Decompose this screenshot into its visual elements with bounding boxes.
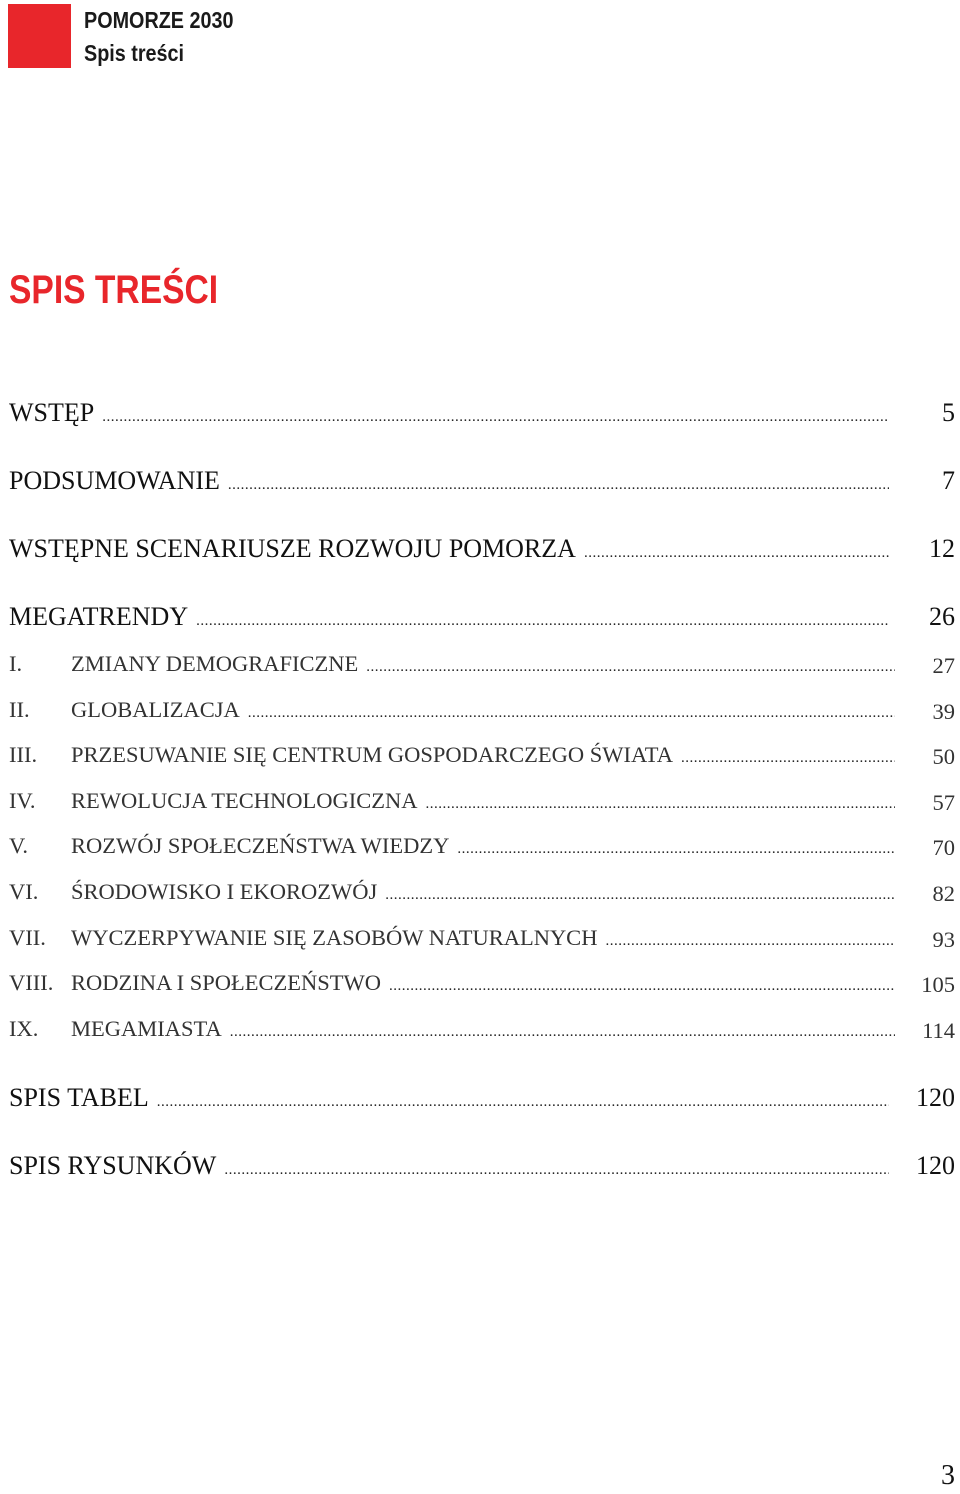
toc-entry-label: PODSUMOWANIE bbox=[9, 466, 220, 495]
toc-entry-number: VIII. bbox=[9, 970, 54, 995]
toc-leader-dots bbox=[228, 477, 889, 494]
toc-leader-dots bbox=[389, 978, 895, 995]
toc-leader-dots bbox=[230, 1024, 895, 1041]
header-title: POMORZE 2030 bbox=[84, 7, 234, 33]
toc-entry-label: ŚRODOWISKO I EKOROZWÓJ bbox=[71, 879, 378, 904]
toc-entry[interactable] bbox=[9, 833, 895, 863]
toc-entry[interactable] bbox=[9, 1016, 895, 1046]
toc-entry-label: GLOBALIZACJA bbox=[71, 697, 240, 722]
header-red-block bbox=[8, 4, 71, 68]
toc-entry-number: III. bbox=[9, 742, 38, 767]
toc-entry-page: 114 bbox=[922, 1018, 955, 1043]
toc-entry-page: 93 bbox=[932, 927, 955, 952]
toc-entry[interactable] bbox=[9, 602, 889, 632]
toc-entry-label: WSTĘPNE SCENARIUSZE ROZWOJU POMORZA bbox=[9, 534, 576, 563]
toc-entry-page: 5 bbox=[942, 398, 955, 427]
toc-leader-dots bbox=[425, 796, 895, 813]
toc-entry[interactable] bbox=[9, 788, 895, 818]
toc-leader-dots bbox=[366, 659, 895, 676]
toc-entry[interactable] bbox=[9, 879, 895, 909]
toc-entry-label: ZMIANY DEMOGRAFICZNE bbox=[71, 651, 359, 676]
toc-entry[interactable] bbox=[9, 925, 895, 955]
toc-entry-number: VII. bbox=[9, 925, 46, 950]
toc-entry[interactable] bbox=[9, 398, 889, 428]
toc-entry-number: VI. bbox=[9, 879, 39, 904]
toc-entry-label: PRZESUWANIE SIĘ CENTRUM GOSPODARCZEGO ŚWIATA bbox=[71, 742, 673, 767]
toc-entry-label: WYCZERPYWANIE SIĘ ZASOBÓW NATURALNYCH bbox=[71, 925, 598, 950]
toc-leader-dots bbox=[248, 705, 895, 722]
toc-entry[interactable] bbox=[9, 534, 889, 564]
toc-entry-page: 120 bbox=[916, 1151, 955, 1180]
toc-entry-page: 50 bbox=[932, 744, 955, 769]
toc-entry-label: ROZWÓJ SPOŁECZEŃSTWA WIEDZY bbox=[71, 833, 450, 858]
toc-entry-number: I. bbox=[9, 651, 23, 676]
toc-leader-dots bbox=[196, 613, 889, 630]
toc-leader-dots bbox=[457, 841, 895, 858]
toc-entry[interactable] bbox=[9, 697, 895, 727]
toc-entry[interactable] bbox=[9, 466, 889, 496]
toc-leader-dots bbox=[102, 409, 889, 426]
toc-entry-label: RODZINA I SPOŁECZEŃSTWO bbox=[71, 970, 381, 995]
toc-entry[interactable] bbox=[9, 651, 895, 681]
toc-leader-dots bbox=[224, 1162, 889, 1179]
toc-entry[interactable] bbox=[9, 742, 895, 772]
toc-entry-page: 120 bbox=[916, 1083, 955, 1112]
toc-entry-page: 105 bbox=[921, 972, 955, 997]
toc-entry-page: 70 bbox=[932, 835, 955, 860]
toc-entry-page: 7 bbox=[942, 466, 955, 495]
toc-entry[interactable] bbox=[9, 1083, 889, 1113]
toc-leader-dots bbox=[681, 750, 895, 767]
toc-entry-label: SPIS RYSUNKÓW bbox=[9, 1151, 217, 1180]
toc-entry-label: REWOLUCJA TECHNOLOGICZNA bbox=[71, 788, 418, 813]
toc-entry-number: IX. bbox=[9, 1016, 39, 1041]
toc-entry-number: V. bbox=[9, 833, 28, 858]
toc-entry-label: MEGAMIASTA bbox=[71, 1016, 222, 1041]
toc-leader-dots bbox=[584, 545, 889, 562]
toc-entry[interactable] bbox=[9, 970, 895, 1000]
toc-entry-label: WSTĘP bbox=[9, 398, 95, 427]
toc-leader-dots bbox=[385, 887, 895, 904]
page-number: 3 bbox=[941, 1460, 955, 1491]
header-subtitle: Spis treści bbox=[84, 40, 185, 66]
toc-entry-page: 82 bbox=[932, 881, 955, 906]
page-title: SPIS TREŚCI bbox=[9, 268, 219, 312]
toc-entry-page: 26 bbox=[929, 602, 955, 631]
toc-entry-page: 57 bbox=[932, 790, 955, 815]
toc-leader-dots bbox=[157, 1094, 889, 1111]
toc-entry-page: 39 bbox=[932, 699, 955, 724]
toc-leader-dots bbox=[605, 933, 895, 950]
toc-entry-page: 27 bbox=[932, 653, 955, 678]
toc-entry-number: II. bbox=[9, 697, 30, 722]
toc-entry[interactable] bbox=[9, 1151, 889, 1181]
toc-entry-number: IV. bbox=[9, 788, 36, 813]
toc-entry-label: SPIS TABEL bbox=[9, 1083, 149, 1112]
toc-entry-label: MEGATRENDY bbox=[9, 602, 189, 631]
toc-entry-page: 12 bbox=[929, 534, 955, 563]
